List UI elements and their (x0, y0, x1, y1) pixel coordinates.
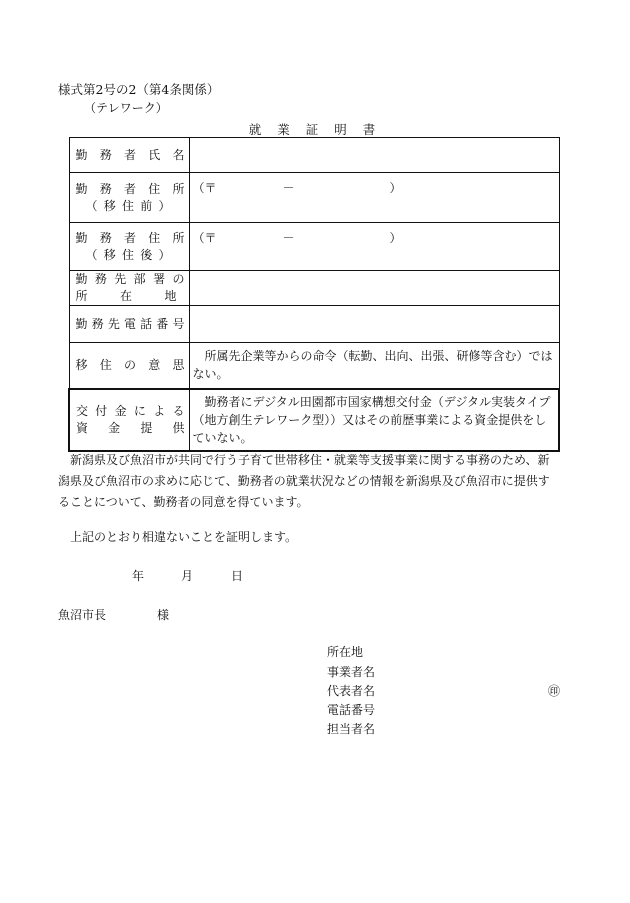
label-char: 者 (123, 230, 136, 245)
label-char: に (133, 403, 146, 418)
row-grant-funding (69, 389, 559, 451)
label-workplace-phone (76, 316, 185, 333)
postal-close: ） (389, 231, 402, 245)
label-char: 住 (121, 247, 134, 262)
postal-close: ） (389, 181, 402, 195)
signatory-phone-label: 電話番号 (327, 703, 376, 717)
label-char: 勤 (75, 147, 88, 162)
label-char: 所 (172, 230, 185, 245)
label-char: 地 (164, 289, 177, 303)
label-address-before (76, 181, 185, 198)
workplace-location-field[interactable] (189, 271, 559, 306)
label-char: 務 (91, 316, 104, 331)
date-month: 月 (181, 569, 194, 583)
label-workplace-line1 (76, 271, 185, 288)
date-day: 日 (231, 569, 244, 583)
seal-mark: ㊞ (548, 684, 561, 698)
label-char: る (172, 403, 185, 418)
addressee-name: 魚沼市長 (58, 608, 107, 622)
label-char: （ (85, 198, 98, 213)
form-subtitle: （テレワーク） (84, 101, 168, 115)
label-workplace-line2 (76, 288, 185, 305)
label-char: 所 (172, 181, 185, 196)
worker-name-field[interactable] (189, 138, 559, 173)
label-char: 勤 (75, 316, 88, 331)
signatory-contact-label: 担当者名 (327, 722, 376, 736)
label-char: 住 (121, 198, 134, 213)
label-char: 電 (123, 316, 136, 331)
label-char: 在 (119, 289, 132, 303)
label-char: 者 (123, 147, 136, 162)
move-intention-text: 所属先企業等からの命令（転勤、出向、出張、研修等含む）ではない。 (189, 343, 559, 389)
label-char: の (123, 357, 136, 372)
signatory-location-label: 所在地 (327, 645, 364, 659)
row-workplace-phone (69, 306, 559, 343)
label-char: 意 (148, 357, 161, 372)
label-char: （ (85, 247, 98, 262)
label-char: 移 (103, 198, 116, 213)
label-char: 金 (114, 403, 127, 418)
document-title: 就 業 証 明 書 (248, 122, 382, 137)
address-before-field[interactable] (189, 173, 559, 223)
row-workplace-location (69, 271, 559, 306)
label-char: よ (153, 403, 166, 418)
label-char: 話 (140, 316, 153, 331)
addressee-honorific: 様 (157, 608, 170, 622)
label-address-after (76, 230, 185, 247)
label-char: 付 (95, 403, 108, 418)
label-char: 務 (99, 230, 112, 245)
label-char: 供 (172, 420, 185, 435)
label-char: 先 (114, 272, 127, 286)
label-char: 勤 (75, 272, 88, 286)
label-char: 移 (103, 247, 116, 262)
signatory-representative-label: 代表者名 (327, 684, 376, 698)
label-char: 住 (99, 357, 112, 372)
label-char: 部 (133, 272, 146, 286)
certificate-table (68, 137, 560, 452)
label-char: 務 (94, 272, 107, 286)
signatory-company-label: 事業者名 (327, 665, 376, 679)
label-grant-line1 (76, 403, 185, 420)
date-year: 年 (132, 569, 145, 583)
label-char: 氏 (148, 147, 161, 162)
label-char: 思 (172, 357, 185, 372)
label-char: 勤 (75, 230, 88, 245)
label-char: 署 (153, 272, 166, 286)
label-worker-name (76, 147, 185, 164)
label-grant-line2 (76, 420, 185, 437)
label-char: 前 (140, 198, 153, 213)
postal-dash: － (282, 181, 295, 195)
label-char: 交 (76, 403, 89, 418)
label-char: 勤 (75, 181, 88, 196)
label-char: ） (158, 247, 171, 262)
label-char: 務 (99, 147, 112, 162)
postal-mark: （〒 (192, 231, 217, 245)
row-address-before (69, 173, 559, 223)
label-char: 金 (108, 420, 121, 435)
label-address-before-sub (76, 198, 185, 215)
row-worker-name (69, 138, 559, 173)
label-char: 提 (140, 420, 153, 435)
row-address-after (69, 223, 559, 271)
postal-mark: （〒 (192, 181, 217, 195)
label-char: の (172, 272, 185, 286)
label-char: ） (158, 198, 171, 213)
postal-dash: － (282, 231, 295, 245)
certify-statement: 上記のとおり相違ないことを証明します。 (70, 530, 298, 544)
label-char: 務 (99, 181, 112, 196)
label-char: 番 (156, 316, 169, 331)
label-move-intention (76, 357, 185, 374)
label-char: 住 (148, 181, 161, 196)
form-number: 様式第2号の2（第4条関係） (58, 82, 220, 97)
label-char: 名 (172, 147, 185, 162)
label-char: 所 (75, 289, 88, 303)
label-char: 号 (172, 316, 185, 331)
label-char: 先 (107, 316, 120, 331)
address-after-field[interactable] (189, 223, 559, 271)
consent-paragraph: 新潟県及び魚沼市が共同で行う子育て世帯移住・就業等支援事業に関する事務のため、新潟県及び魚沼市の求めに応じて、勤務者の就業状況などの情報を新潟県及び魚沼市に提供することについて、勤務者の同意を得ています。 (58, 453, 550, 509)
label-char: 資 (76, 420, 89, 435)
label-char: 後 (140, 247, 153, 262)
grant-funding-text: 勤務者にデジタル田園都市国家構想交付金（デジタル実装タイプ（地方創生テレワーク型））又はその前歴事業による資金提供をしていない。 (189, 389, 559, 451)
label-char: 住 (148, 230, 161, 245)
label-char: 者 (123, 181, 136, 196)
row-move-intention (69, 343, 559, 389)
label-char: 移 (75, 357, 88, 372)
workplace-phone-field[interactable] (189, 306, 559, 343)
label-address-after-sub (76, 247, 185, 264)
